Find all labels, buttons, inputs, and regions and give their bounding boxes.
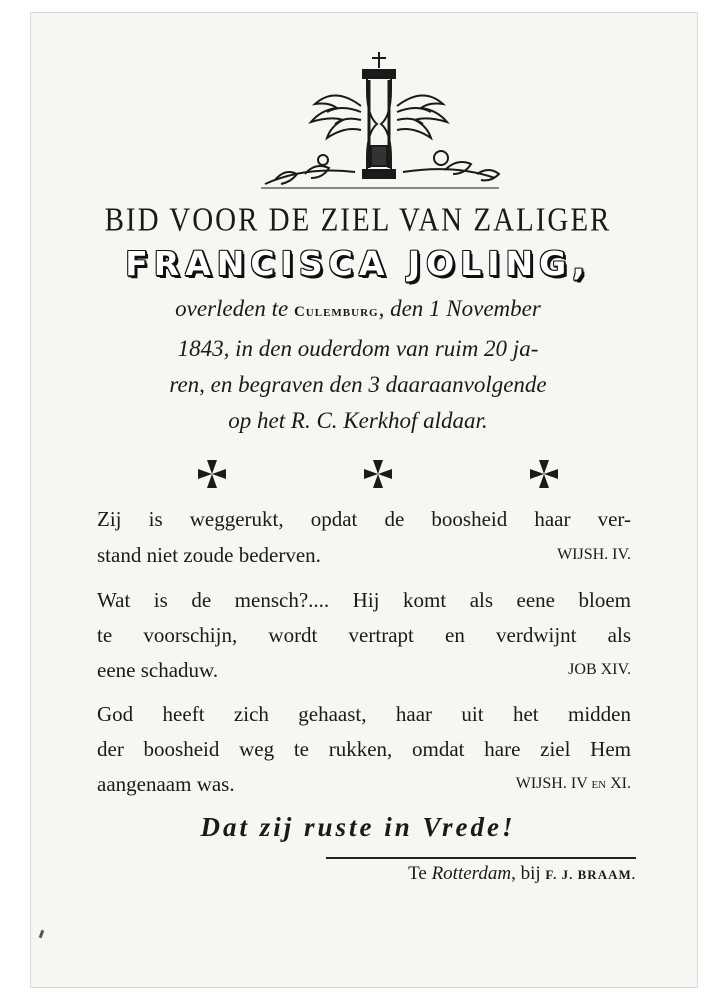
cross-row <box>0 458 716 492</box>
death-line <box>0 296 716 322</box>
verse-2-line-2: te voorschijn, wordt vertrapt en verdwijnt als <box>97 623 631 647</box>
verse-1-line-2-text: stand niet zoude bederven. <box>97 543 321 567</box>
verse-2-line-3-text: eene schaduw. <box>97 658 219 682</box>
burial-line: ren, en begraven den 3 daaraanvolgende <box>169 372 547 397</box>
death-line-prefix: overleden te <box>175 296 294 321</box>
publisher-printer: F. J. BRAAM. <box>545 867 636 882</box>
verse-3-line-1: God heeft zich gehaast, haar uit het midden <box>97 702 631 726</box>
verse-3-reference: WIJSH. IV en XI. <box>515 775 631 792</box>
publisher-middle: , bij <box>511 863 546 884</box>
death-line-suffix: , den 1 November <box>378 296 541 321</box>
death-place: Culemburg <box>293 304 379 320</box>
header-line-bid-voor: BID VOOR DE ZIEL VAN ZALIGER <box>104 201 612 239</box>
verse-3-line-2: der boosheid weg te rukken, omdat hare ziel Hem <box>97 737 631 761</box>
hourglass-wings-ornament <box>245 46 515 194</box>
verse-3-line-3 <box>97 771 631 797</box>
publisher-line <box>326 863 636 885</box>
publisher-rule <box>326 857 636 859</box>
deceased-name: FRANCISCA JOLING, <box>125 244 591 283</box>
publisher-city: Rotterdam <box>431 863 512 884</box>
verse-3-line-3-text: aangenaam was. <box>97 772 235 796</box>
verse-1-line-1: Zij is weggerukt, opdat de boosheid haar ver- <box>97 507 631 531</box>
cemetery-line: op het R. C. Kerkhof aldaar. <box>228 408 488 433</box>
verse-2-line-1: Wat is de mensch?.... Hij komt als eene bloem <box>97 588 631 612</box>
verse-2-reference: JOB XIV. <box>568 661 631 678</box>
age-line: 1843, in den ouderdom van ruim 20 ja- <box>177 336 539 361</box>
verse-1-reference: WIJSH. IV. <box>557 546 631 563</box>
publisher-prefix: Te <box>408 863 432 884</box>
maltese-cross-icon <box>528 458 560 490</box>
verse-1-line-2 <box>97 542 631 568</box>
verse-2-line-3 <box>97 657 631 683</box>
maltese-cross-icon <box>362 458 394 490</box>
closing-prayer: Dat zij ruste in Vrede! <box>200 812 516 842</box>
maltese-cross-icon <box>196 458 228 490</box>
